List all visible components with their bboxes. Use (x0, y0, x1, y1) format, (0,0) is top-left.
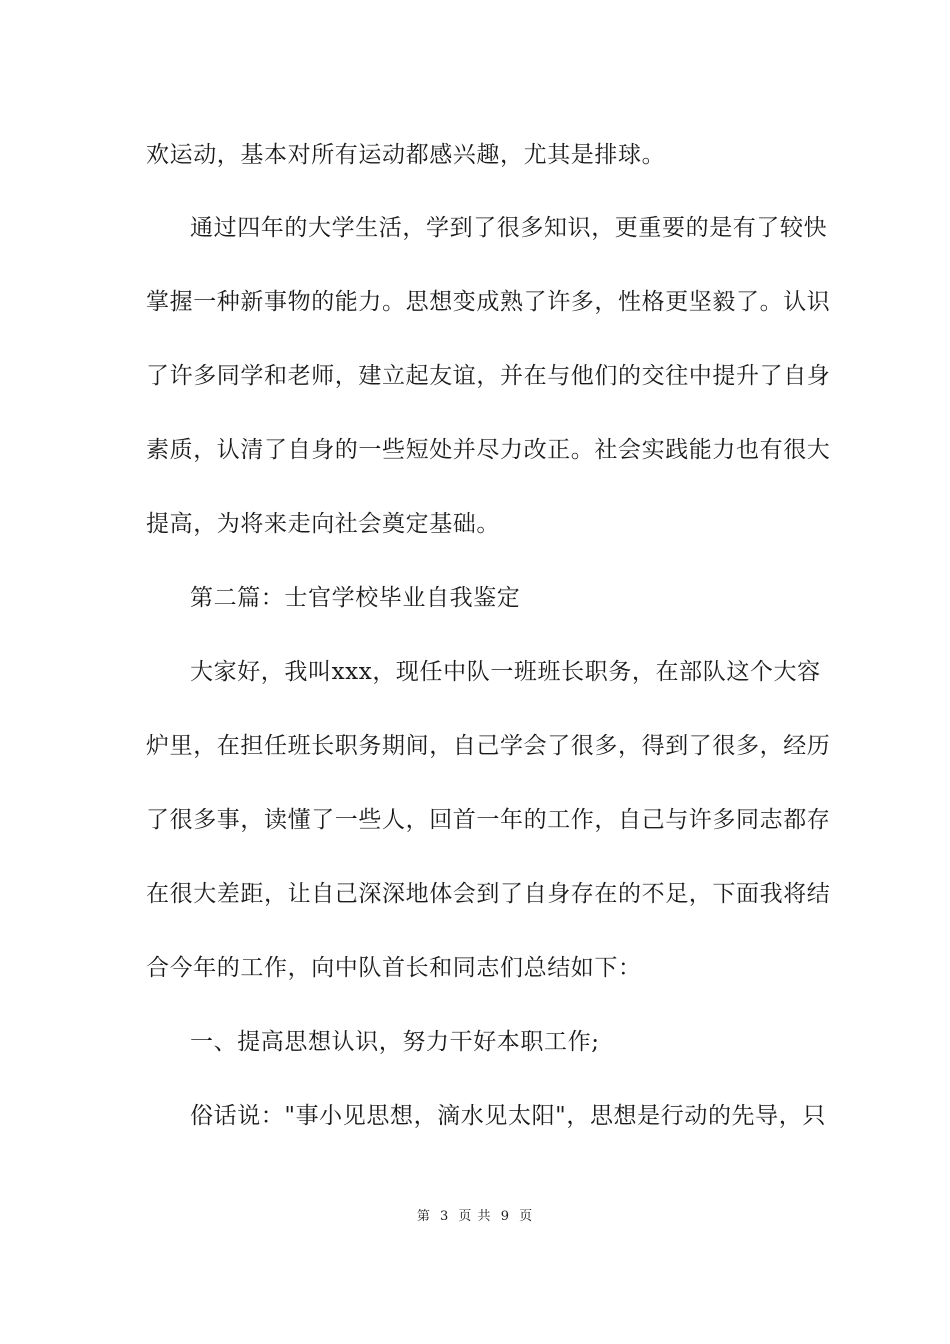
footer-suffix: 页 (519, 1209, 534, 1224)
footer-prefix: 第 (416, 1209, 431, 1224)
total-page-count: 9 (500, 1209, 510, 1224)
text-line: 掌握一种新事物的能力。思想变成熟了许多，性格更坚毅了。认识 (146, 289, 831, 315)
text-line: 俗话说："事小见思想，滴水见太阳"，思想是行动的先导，只 (190, 1103, 826, 1129)
footer-middle: 页 共 (458, 1209, 492, 1224)
text-line: 欢运动，基本对所有运动都感兴趣，尤其是排球。 (146, 142, 666, 168)
page-footer (0, 1208, 950, 1226)
subsection-heading: 一、提高思想认识，努力干好本职工作; (190, 1029, 600, 1055)
text-line: 大家好，我叫xxx，现任中队一班班长职务，在部队这个大容 (190, 659, 821, 685)
current-page-number: 3 (440, 1209, 450, 1224)
text-line: 通过四年的大学生活，学到了很多知识，更重要的是有了较快 (190, 215, 828, 241)
text-line: 合今年的工作，向中队首长和同志们总结如下： (146, 955, 642, 981)
text-line: 了许多同学和老师，建立起友谊，并在与他们的交往中提升了自身 (146, 363, 831, 389)
text-line: 提高，为将来走向社会奠定基础。 (146, 511, 500, 537)
text-line: 了很多事，读懂了一些人，回首一年的工作，自己与许多同志都存 (146, 807, 831, 833)
section-heading: 第二篇：士官学校毕业自我鉴定 (190, 585, 521, 611)
text-line: 炉里，在担任班长职务期间，自己学会了很多，得到了很多，经历 (146, 733, 831, 759)
text-line: 在很大差距，让自己深深地体会到了自身存在的不足，下面我将结 (146, 881, 831, 907)
text-line: 素质，认清了自身的一些短处并尽力改正。社会实践能力也有很大 (146, 437, 831, 463)
